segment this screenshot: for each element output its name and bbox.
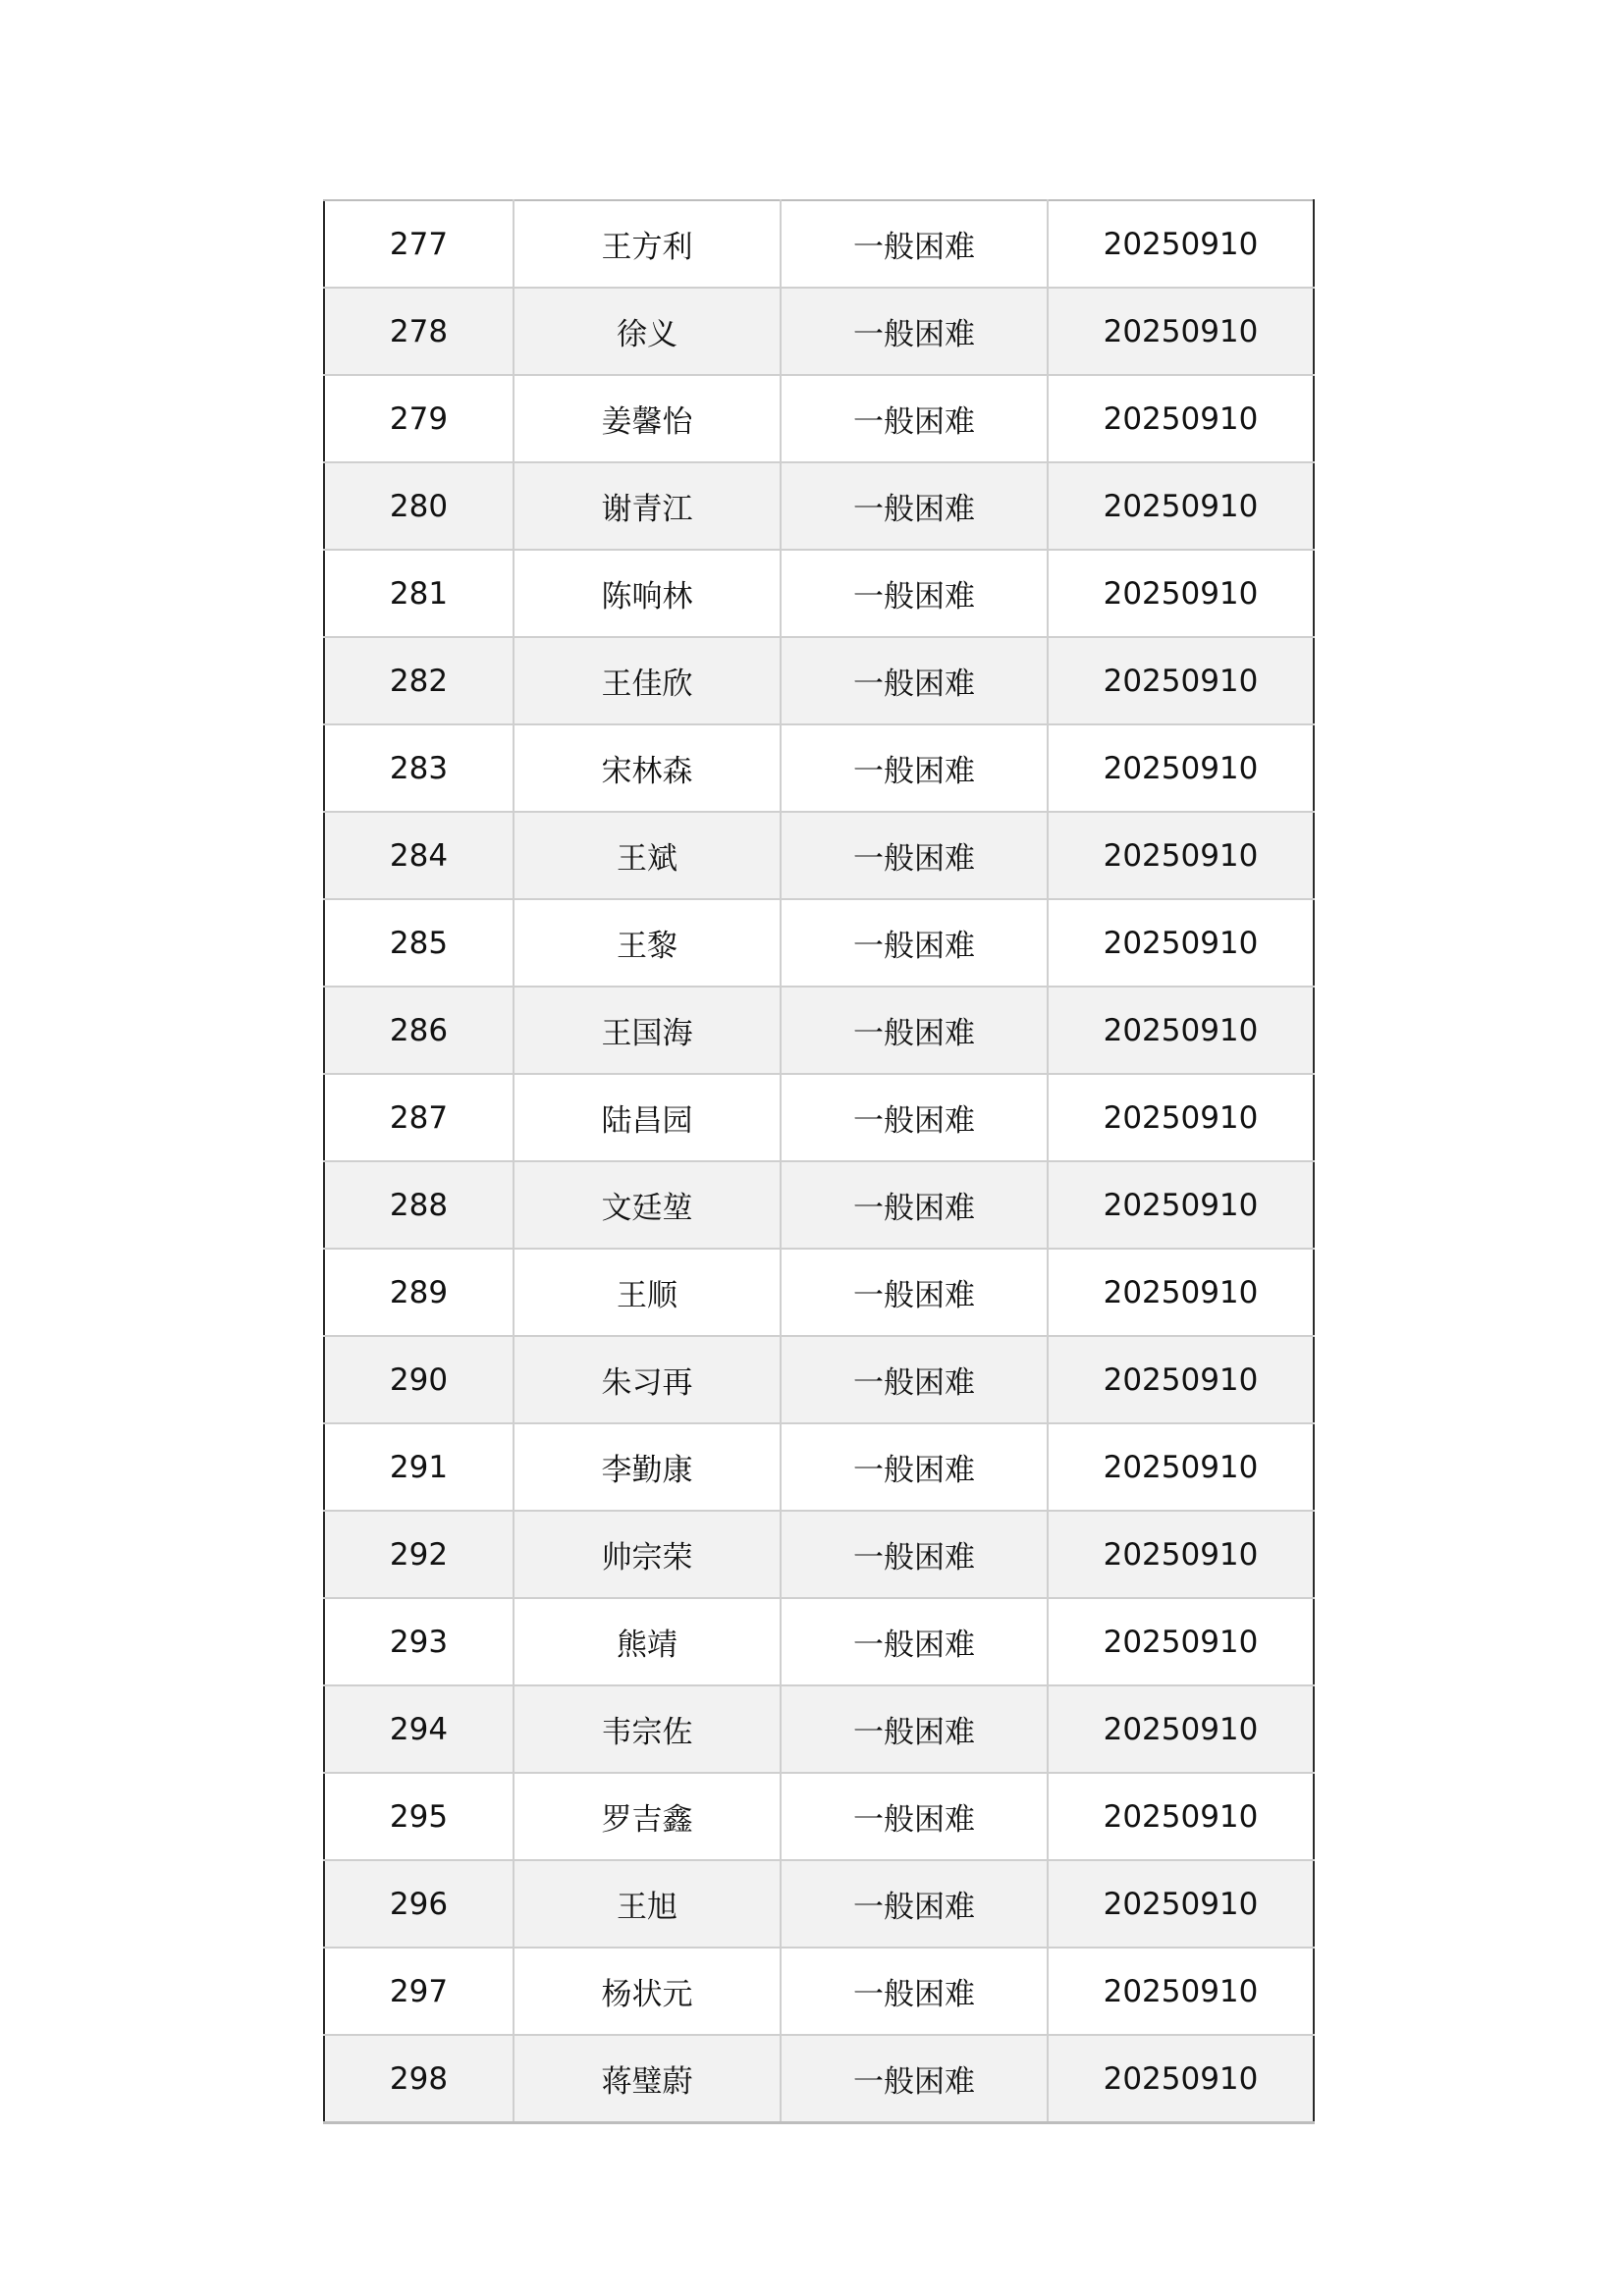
table-row [324, 1685, 1314, 1773]
student-name: 王佳欣 [514, 637, 781, 724]
record-date: 20250910 [1048, 812, 1314, 899]
student-name: 王国海 [514, 987, 781, 1074]
record-date: 20250910 [1048, 724, 1314, 812]
record-date: 20250910 [1048, 1773, 1314, 1860]
student-name: 陆昌园 [514, 1074, 781, 1161]
difficulty-category: 一般困难 [781, 637, 1048, 724]
difficulty-category: 一般困难 [781, 1948, 1048, 2035]
table-row [324, 462, 1314, 550]
row-number: 292 [324, 1511, 514, 1598]
row-number: 289 [324, 1249, 514, 1336]
table-row [324, 1948, 1314, 2035]
difficulty-category: 一般困难 [781, 462, 1048, 550]
record-date: 20250910 [1048, 899, 1314, 987]
row-number: 280 [324, 462, 514, 550]
student-name: 文廷堃 [514, 1161, 781, 1249]
student-name: 谢青江 [514, 462, 781, 550]
row-number: 286 [324, 987, 514, 1074]
record-date: 20250910 [1048, 1161, 1314, 1249]
difficulty-category: 一般困难 [781, 987, 1048, 1074]
table-row [324, 637, 1314, 724]
row-number: 283 [324, 724, 514, 812]
table-row [324, 812, 1314, 899]
table-row [324, 1598, 1314, 1685]
row-number: 278 [324, 288, 514, 375]
record-date: 20250910 [1048, 462, 1314, 550]
roster-body [324, 200, 1314, 2123]
student-name: 杨状元 [514, 1948, 781, 2035]
difficulty-category: 一般困难 [781, 1511, 1048, 1598]
row-number: 284 [324, 812, 514, 899]
table-row [324, 1773, 1314, 1860]
record-date: 20250910 [1048, 1074, 1314, 1161]
student-name: 李勤康 [514, 1423, 781, 1511]
student-name: 王黎 [514, 899, 781, 987]
table-row [324, 1074, 1314, 1161]
student-name: 罗吉鑫 [514, 1773, 781, 1860]
row-number: 293 [324, 1598, 514, 1685]
difficulty-category: 一般困难 [781, 1860, 1048, 1948]
table-row [324, 724, 1314, 812]
row-number: 290 [324, 1336, 514, 1423]
table-row [324, 2035, 1314, 2123]
row-number: 297 [324, 1948, 514, 2035]
table-row [324, 987, 1314, 1074]
student-name: 王顺 [514, 1249, 781, 1336]
record-date: 20250910 [1048, 1685, 1314, 1773]
difficulty-category: 一般困难 [781, 724, 1048, 812]
student-name: 韦宗佐 [514, 1685, 781, 1773]
student-name: 帅宗荣 [514, 1511, 781, 1598]
record-date: 20250910 [1048, 1598, 1314, 1685]
record-date: 20250910 [1048, 1336, 1314, 1423]
record-date: 20250910 [1048, 288, 1314, 375]
record-date: 20250910 [1048, 200, 1314, 288]
table-row [324, 1423, 1314, 1511]
table-row [324, 375, 1314, 462]
student-name: 王方利 [514, 200, 781, 288]
student-name: 熊靖 [514, 1598, 781, 1685]
row-number: 285 [324, 899, 514, 987]
difficulty-category: 一般困难 [781, 375, 1048, 462]
row-number: 288 [324, 1161, 514, 1249]
row-number: 277 [324, 200, 514, 288]
table-row [324, 1860, 1314, 1948]
record-date: 20250910 [1048, 637, 1314, 724]
difficulty-category: 一般困难 [781, 1773, 1048, 1860]
table-row [324, 899, 1314, 987]
difficulty-category: 一般困难 [781, 812, 1048, 899]
table-row [324, 1249, 1314, 1336]
table-row [324, 288, 1314, 375]
record-date: 20250910 [1048, 1511, 1314, 1598]
table-row [324, 550, 1314, 637]
difficulty-category: 一般困难 [781, 288, 1048, 375]
record-date: 20250910 [1048, 550, 1314, 637]
record-date: 20250910 [1048, 2035, 1314, 2123]
row-number: 298 [324, 2035, 514, 2123]
student-name: 王旭 [514, 1860, 781, 1948]
record-date: 20250910 [1048, 1860, 1314, 1948]
record-date: 20250910 [1048, 375, 1314, 462]
student-name: 王斌 [514, 812, 781, 899]
row-number: 296 [324, 1860, 514, 1948]
student-name: 宋林森 [514, 724, 781, 812]
row-number: 295 [324, 1773, 514, 1860]
table-row [324, 1511, 1314, 1598]
row-number: 291 [324, 1423, 514, 1511]
row-number: 287 [324, 1074, 514, 1161]
student-name: 姜馨怡 [514, 375, 781, 462]
student-roster-table [323, 199, 1315, 2124]
table-row [324, 200, 1314, 288]
table-row [324, 1336, 1314, 1423]
student-name: 徐义 [514, 288, 781, 375]
row-number: 282 [324, 637, 514, 724]
difficulty-category: 一般困难 [781, 899, 1048, 987]
difficulty-category: 一般困难 [781, 1598, 1048, 1685]
difficulty-category: 一般困难 [781, 200, 1048, 288]
row-number: 279 [324, 375, 514, 462]
difficulty-category: 一般困难 [781, 1423, 1048, 1511]
student-name: 陈响林 [514, 550, 781, 637]
difficulty-category: 一般困难 [781, 550, 1048, 637]
difficulty-category: 一般困难 [781, 1336, 1048, 1423]
student-name: 朱习再 [514, 1336, 781, 1423]
record-date: 20250910 [1048, 1249, 1314, 1336]
table-row [324, 1161, 1314, 1249]
difficulty-category: 一般困难 [781, 1161, 1048, 1249]
difficulty-category: 一般困难 [781, 1074, 1048, 1161]
difficulty-category: 一般困难 [781, 2035, 1048, 2123]
row-number: 281 [324, 550, 514, 637]
record-date: 20250910 [1048, 1948, 1314, 2035]
student-name: 蒋璧蔚 [514, 2035, 781, 2123]
difficulty-category: 一般困难 [781, 1685, 1048, 1773]
difficulty-category: 一般困难 [781, 1249, 1048, 1336]
row-number: 294 [324, 1685, 514, 1773]
record-date: 20250910 [1048, 987, 1314, 1074]
record-date: 20250910 [1048, 1423, 1314, 1511]
